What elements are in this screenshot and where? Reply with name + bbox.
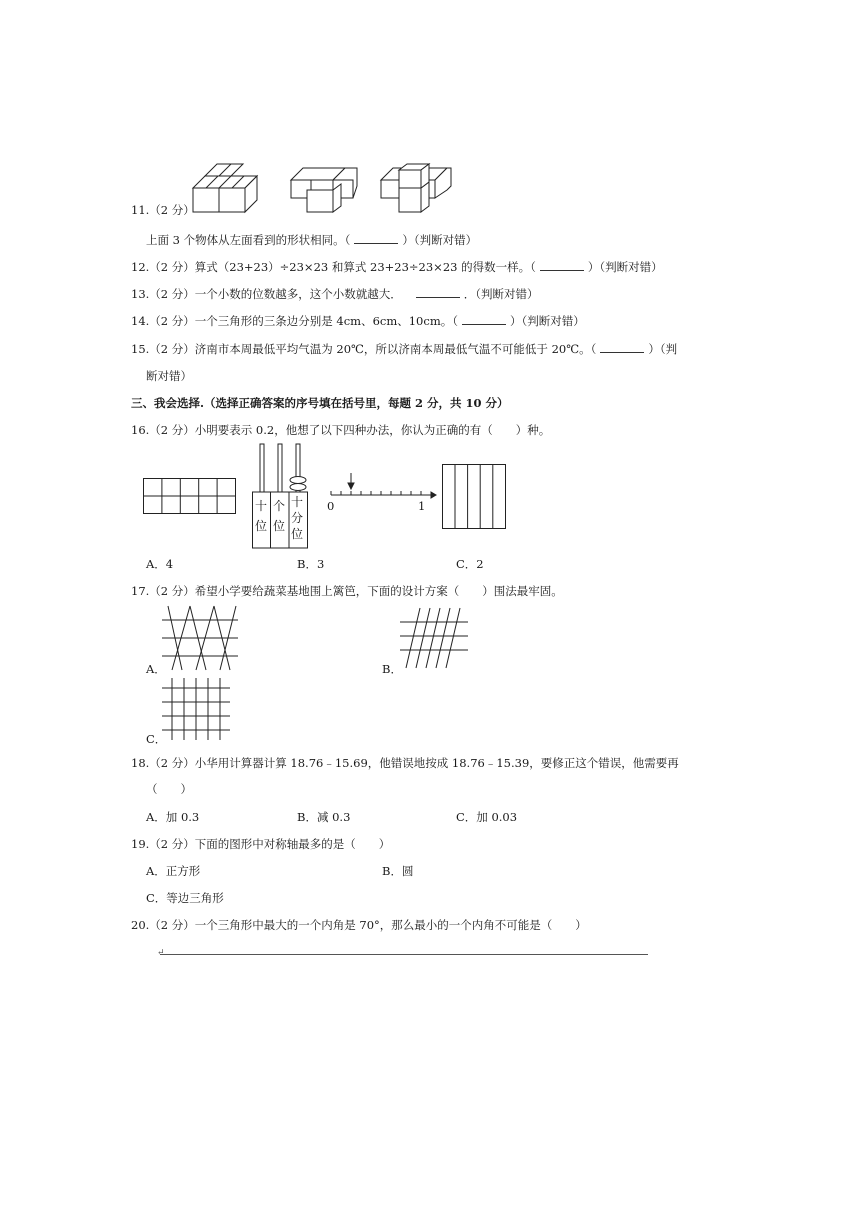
q11-text: 上面 3 个物体从左面看到的形状相同。（ ）（判断对错） xyxy=(146,233,478,247)
q11-number: 11.（2 分） xyxy=(131,203,195,217)
paragraph-mark-icon: ↵ xyxy=(157,948,165,958)
number-line-label-0: 0 xyxy=(327,499,335,513)
q17-fence-b-figure xyxy=(400,606,468,670)
q12-text: 12.（2 分）算式（23+23）÷23×23 和算式 23+23÷23×23 的得数一样。（ ）（判断对错） xyxy=(131,260,663,274)
number-line-label-1: 1 xyxy=(418,499,426,513)
q11-answer-blank[interactable] xyxy=(354,233,398,244)
q17-option-c[interactable]: C． xyxy=(146,732,167,746)
q18-option-b[interactable]: B．减 0.3 xyxy=(297,810,351,824)
q18-paren: （ ） xyxy=(146,782,192,796)
abacus-label-tenths: 十分位 xyxy=(291,495,304,541)
q17-text: 17.（2 分）希望小学要给蔬菜基地围上篱笆，下面的设计方案（ ）围法最牢固。 xyxy=(131,584,563,598)
section-3-heading: 三、我会选择.（选择正确答案的序号填在括号里，每题 2 分，共 10 分） xyxy=(131,396,509,410)
q14-answer-blank[interactable] xyxy=(462,314,506,325)
q13-text: 13.（2 分）一个小数的位数越多，这个小数就越大． ．（判断对错） xyxy=(131,287,539,301)
q17-fence-a-figure xyxy=(162,604,238,672)
abacus-label-ones: 个位 xyxy=(273,499,286,533)
page-bottom-rule xyxy=(160,954,648,955)
q18-option-c[interactable]: C．加 0.03 xyxy=(456,810,518,824)
q19-option-b[interactable]: B．圆 xyxy=(382,864,414,878)
q17-option-b[interactable]: B． xyxy=(382,662,402,676)
q19-option-c[interactable]: C．等边三角形 xyxy=(146,891,224,905)
q13-answer-blank[interactable] xyxy=(416,287,460,298)
q12-answer-blank[interactable] xyxy=(540,260,584,271)
q14-text: 14.（2 分）一个三角形的三条边分别是 4cm、6cm、10cm。（ ）（判断对错） xyxy=(131,314,585,328)
q18-text: 18.（2 分）小华用计算器计算 18.76﹣15.69，他错误地按成 18.76﹣15.39，要修正这个错误，他需要再 xyxy=(131,756,679,770)
q15-answer-blank[interactable] xyxy=(600,342,644,353)
q16-option-b[interactable]: B．3 xyxy=(297,557,325,571)
q16-strips-figure xyxy=(442,464,506,529)
q18-option-a[interactable]: A．加 0.3 xyxy=(146,810,200,824)
q15-text: 15.（2 分）济南市本周最低平均气温为 20℃，所以济南本周最低气温不可能低于 20℃。（ ）（判 xyxy=(131,342,678,356)
q16-grid-figure xyxy=(143,478,236,514)
q11-cube-figures xyxy=(185,160,460,215)
q16-text: 16.（2 分）小明要表示 0.2，他想了以下四种办法，你认为正确的有（ ）种。 xyxy=(131,423,551,437)
q16-option-a[interactable]: A．4 xyxy=(146,557,174,571)
q17-option-a[interactable]: A． xyxy=(146,662,166,676)
q16-number-line-figure xyxy=(325,470,437,500)
q16-option-c[interactable]: C．2 xyxy=(456,557,484,571)
q19-option-a[interactable]: A．正方形 xyxy=(146,864,201,878)
q15-text-cont: 断对错） xyxy=(146,369,192,383)
q20-text: 20.（2 分）一个三角形中最大的一个内角是 70°，那么最小的一个内角不可能是（ ） xyxy=(131,918,587,932)
q17-fence-c-figure xyxy=(162,678,230,740)
q19-text: 19.（2 分）下面的图形中对称轴最多的是（ ） xyxy=(131,837,391,851)
abacus-label-tens: 十位 xyxy=(255,499,268,533)
